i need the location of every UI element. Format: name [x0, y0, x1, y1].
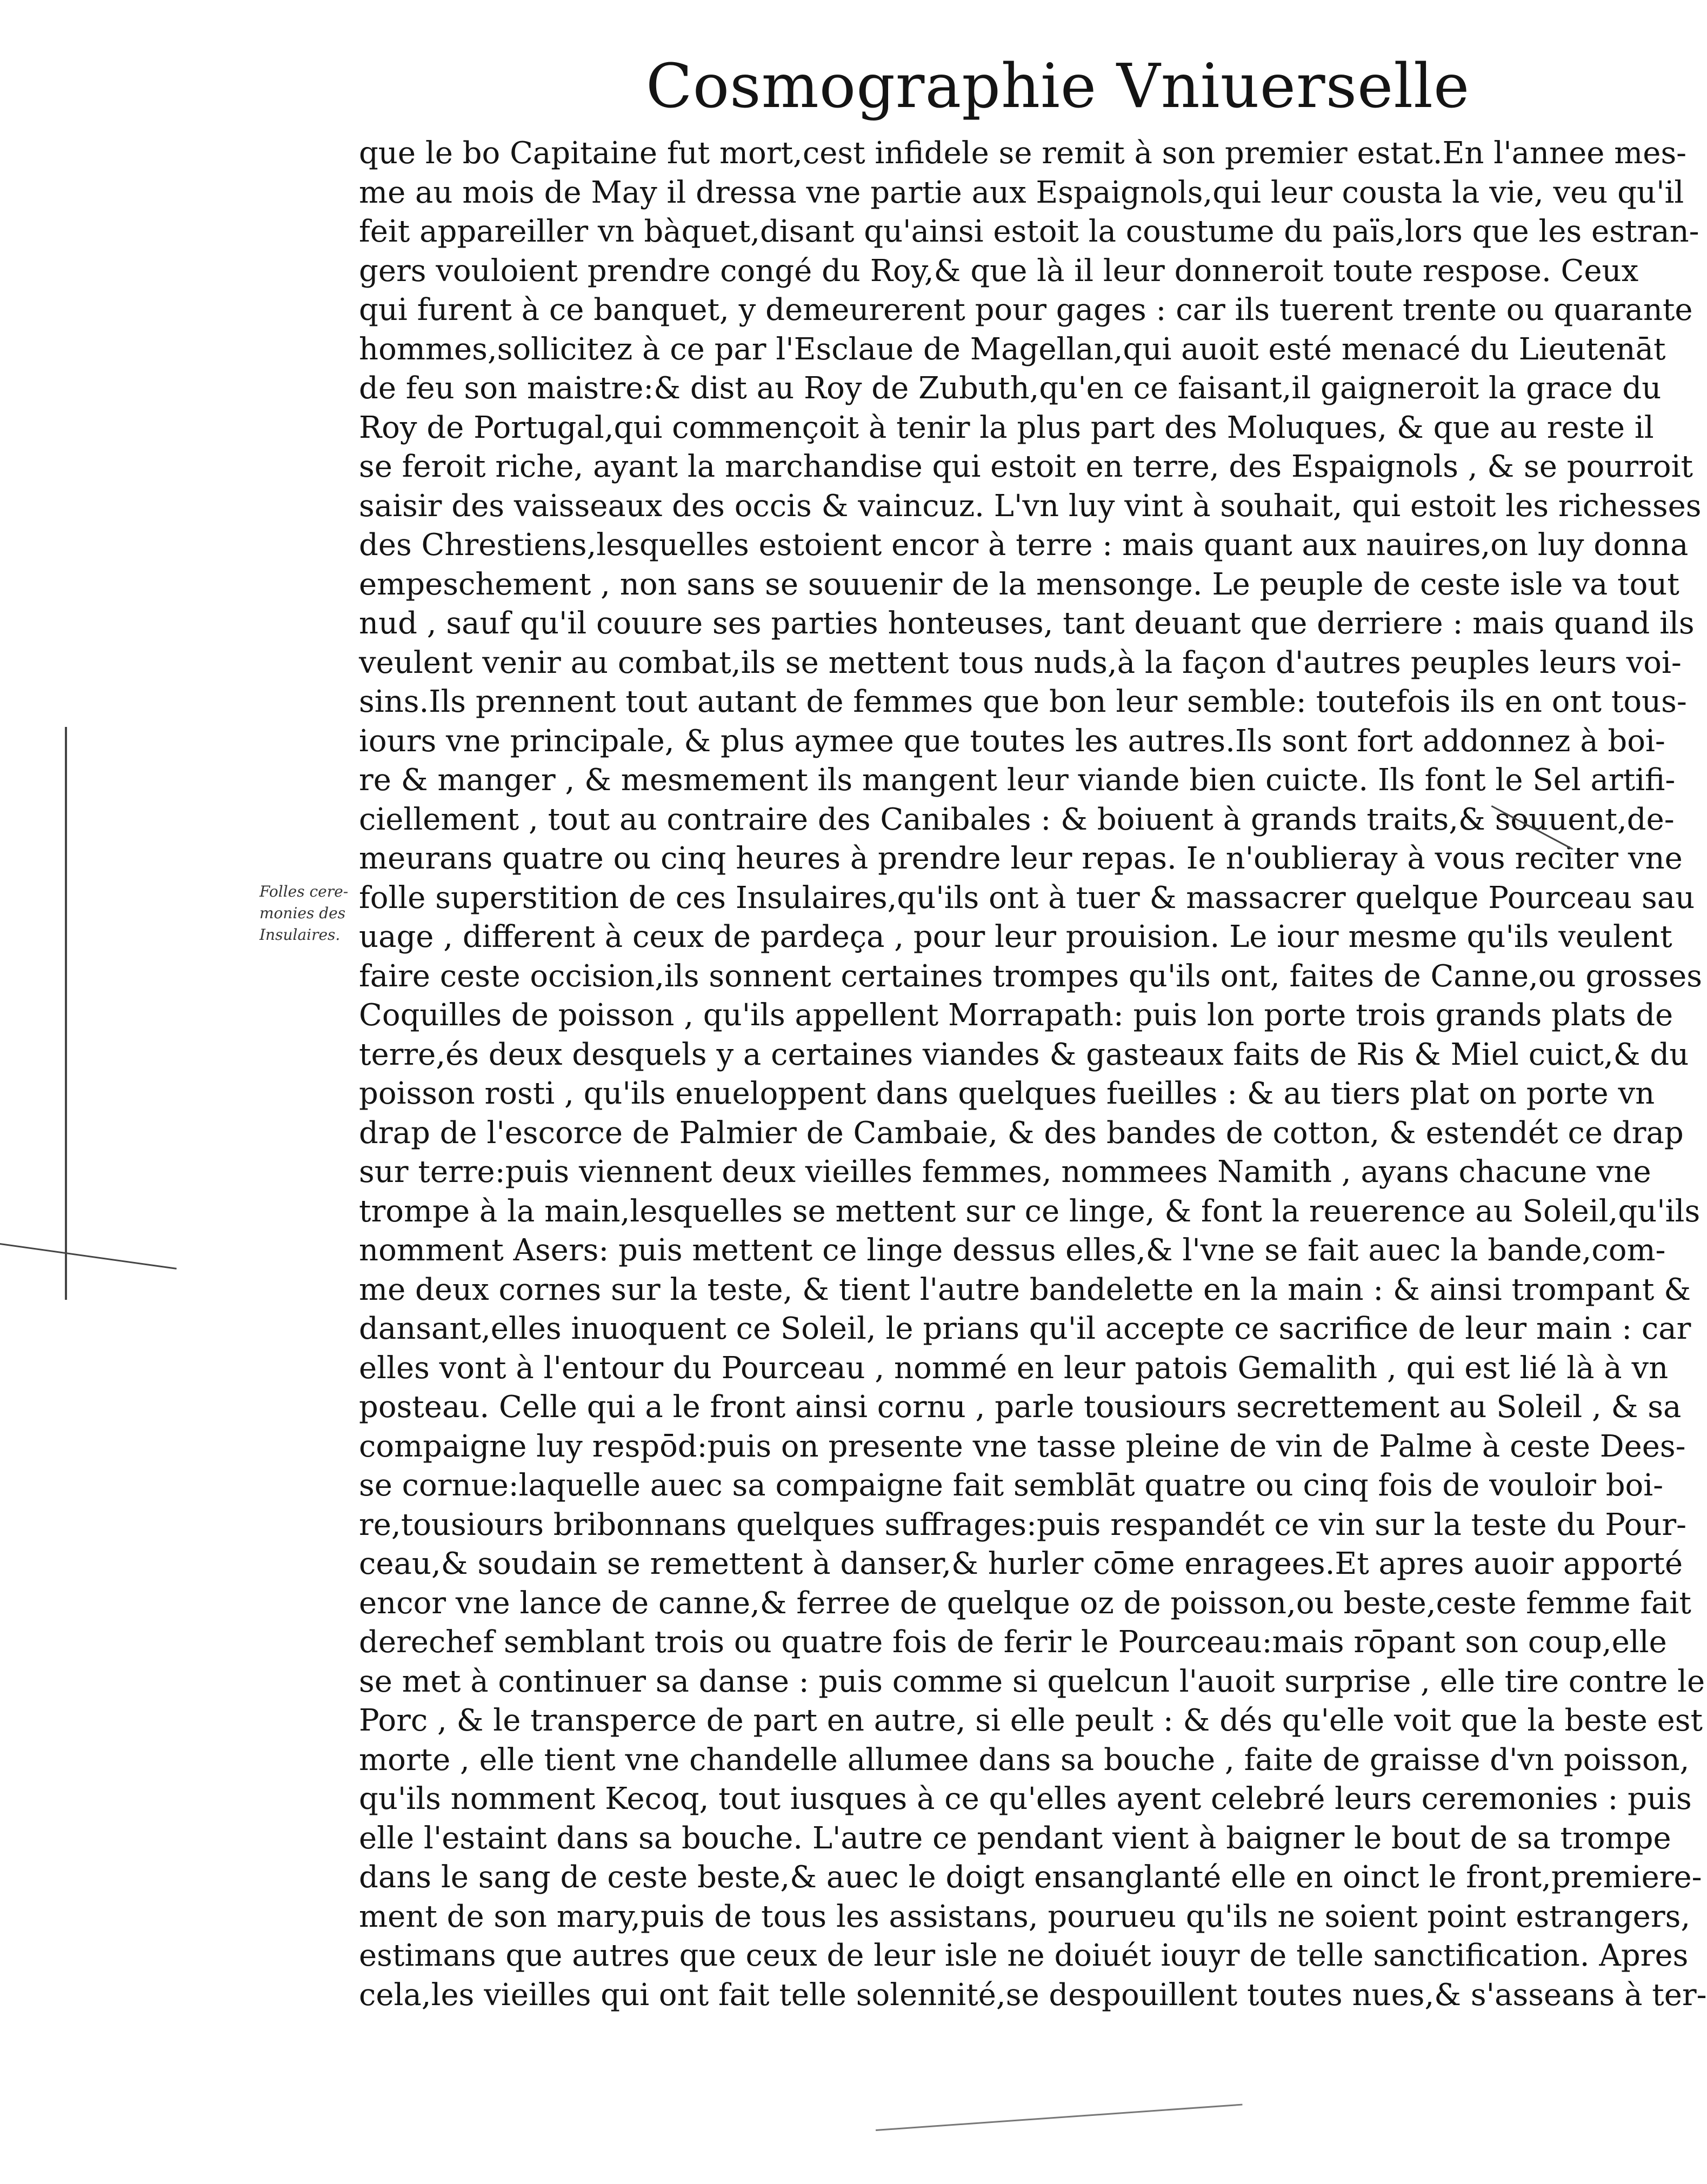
text-line: se met à continuer sa danse : puis comme si quelcun l'auoit surprise , elle tire contre le: [359, 1664, 1705, 1699]
text-line: cela,les vieilles qui ont fait telle solennité,se despouillent toutes nues,& s'asseans à ter-: [359, 1977, 1707, 2013]
text-line: dans le sang de ceste beste,& auec le doigt ensanglanté elle en oinct le front,premiere-: [359, 1860, 1702, 1895]
text-line: uage , different à ceux de pardeça , pour leur prouision. Le iour mesme qu'ils veulent: [359, 919, 1672, 954]
text-line: veulent venir au combat,ils se mettent tous nuds,à la façon d'autres peuples leurs voi-: [359, 645, 1682, 680]
text-line: hommes,sollicitez à ce par l'Esclaue de Magellan,qui auoit esté menacé du Lieutenāt: [359, 331, 1666, 367]
text-line: terre,és deux desquels y a certaines viandes & gasteaux faits de Ris & Miel cuict,& du: [359, 1037, 1689, 1072]
text-line: dansant,elles inuoquent ce Soleil, le prians qu'il accepte ce sacrifice de leur main : car: [359, 1311, 1691, 1346]
text-line: faire ceste occision,ils sonnent certaines trompes qu'ils ont, faites de Canne,ou grosses: [359, 958, 1703, 994]
text-line: ciellement , tout au contraire des Canibales : & boiuent à grands traits,& souuent,de-: [359, 802, 1675, 837]
margin-note-line: Insulaires.: [259, 926, 341, 944]
scan-artifact-bottom-stroke: [876, 2104, 1243, 2131]
text-line: meurans quatre ou cinq heures à prendre leur repas. Ie n'oublieray à vous reciter vne: [359, 841, 1683, 876]
text-line: elle l'estaint dans sa bouche. L'autre ce pendant vient à baigner le bout de sa trompe: [359, 1820, 1671, 1856]
body-text: [359, 134, 1707, 2015]
scan-artifact-margin-line: [0, 1243, 177, 1270]
text-line: posteau. Celle qui a le front ainsi cornu , parle tousiours secrettement au Soleil , & sa: [359, 1390, 1682, 1425]
text-line: re,tousiours bribonnans quelques suffrages:puis respandét ce vin sur la teste du Pour-: [359, 1507, 1687, 1542]
text-line: folle superstition de ces Insulaires,qu'ils ont à tuer & massacrer quelque Pourceau sau: [359, 880, 1695, 916]
text-line: trompe à la main,lesquelles se mettent sur ce linge, & font la reuerence au Soleil,qu'ils: [359, 1193, 1701, 1229]
text-line: me deux cornes sur la teste, & tient l'autre bandelette en la main : & ainsi trompant &: [359, 1272, 1691, 1307]
text-line: drap de l'escorce de Palmier de Cambaie, & des bandes de cotton, & estendét ce drap: [359, 1115, 1684, 1151]
text-line: se cornue:laquelle auec sa compaigne fait semblāt quatre ou cinq fois de vouloir boi-: [359, 1468, 1664, 1503]
page-header: Cosmographie Vniuerselle: [646, 51, 1470, 122]
text-line: morte , elle tient vne chandelle allumee dans sa bouche , faite de graisse d'vn poisson,: [359, 1742, 1690, 1778]
text-line: qui furent à ce banquet, y demeurerent pour gages : car ils tuerent trente ou quarante: [359, 292, 1693, 328]
margin-note-line: monies des: [259, 904, 346, 922]
text-line: gers vouloient prendre congé du Roy,& que là il leur donneroit toute respose. Ceux: [359, 253, 1639, 289]
text-line: re & manger , & mesmement ils mangent leur viande bien cuicte. Ils font le Sel artifi-: [359, 763, 1676, 798]
text-line: nud , sauf qu'il couure ses parties honteuses, tant deuant que derriere : mais quand ils: [359, 606, 1695, 641]
margin-note: [259, 881, 354, 946]
scan-artifact-vertical-rule: [65, 727, 67, 1300]
text-line: sins.Ils prennent tout autant de femmes que bon leur semble: toutefois ils en ont tous-: [359, 684, 1687, 719]
text-line: elles vont à l'entour du Pourceau , nommé en leur patois Gemalith , qui est lié là à vn: [359, 1350, 1669, 1386]
text-line: qu'ils nomment Kecoq, tout iusques à ce qu'elles ayent celebré leurs ceremonies : puis: [359, 1781, 1692, 1816]
text-line: Roy de Portugal,qui commençoit à tenir la plus part des Moluques, & que au reste il: [359, 410, 1654, 445]
text-line: encor vne lance de canne,& ferree de quelque oz de poisson,ou beste,ceste femme fait: [359, 1585, 1691, 1621]
text-line: feit appareiller vn bàquet,disant qu'ainsi estoit la coustume du païs,lors que les estran-: [359, 214, 1699, 249]
text-line: saisir des vaisseaux des occis & vaincuz. L'vn luy vint à souhait, qui estoit les richesses: [359, 488, 1702, 524]
text-line: ceau,& soudain se remettent à danser,& hurler cōme enragees.Et apres auoir apporté: [359, 1546, 1683, 1581]
text-line: me au mois de May il dressa vne partie aux Espaignols,qui leur cousta la vie, veu qu'il: [359, 175, 1684, 210]
text-line: Coquilles de poisson , qu'ils appellent Morrapath: puis lon porte trois grands plats de: [359, 998, 1673, 1033]
text-line: nomment Asers: puis mettent ce linge dessus elles,& l'vne se fait auec la bande,com-: [359, 1233, 1666, 1268]
text-line: empeschement , non sans se souuenir de la mensonge. Le peuple de ceste isle va tout: [359, 566, 1679, 602]
text-line: ment de son mary,puis de tous les assistans, pourueu qu'ils ne soient point estrangers,: [359, 1899, 1691, 1934]
margin-note-line: Folles cere-: [259, 883, 349, 900]
text-line: que le bo Capitaine fut mort,cest infidele se remit à son premier estat.En l'annee mes-: [359, 136, 1687, 171]
text-line: des Chrestiens,lesquelles estoient encor à terre : mais quant aux nauires,on luy donna: [359, 527, 1689, 563]
text-line: compaigne luy respōd:puis on presente vne tasse pleine de vin de Palme à ceste Dees-: [359, 1428, 1686, 1464]
text-line: iours vne principale, & plus aymee que toutes les autres.Ils sont fort addonnez à boi-: [359, 723, 1665, 759]
text-line: se feroit riche, ayant la marchandise qui estoit en terre, des Espaignols , & se pourroit: [359, 449, 1693, 484]
text-line: Porc , & le transperce de part en autre, si elle peult : & dés qu'elle voit que la beste est: [359, 1703, 1703, 1738]
text-line: de feu son maistre:& dist au Roy de Zubuth,qu'en ce faisant,il gaigneroit la grace du: [359, 371, 1662, 406]
text-line: estimans que autres que ceux de leur isle ne doiuét iouyr de telle sanctification. Apres: [359, 1938, 1689, 1973]
text-line: poisson rosti , qu'ils enueloppent dans quelques fueilles : & au tiers plat on porte vn: [359, 1076, 1655, 1111]
text-line: sur terre:puis viennent deux vieilles femmes, nommees Namith , ayans chacune vne: [359, 1154, 1651, 1190]
text-line: derechef semblant trois ou quatre fois de ferir le Pourceau:mais rōpant son coup,elle: [359, 1625, 1667, 1660]
